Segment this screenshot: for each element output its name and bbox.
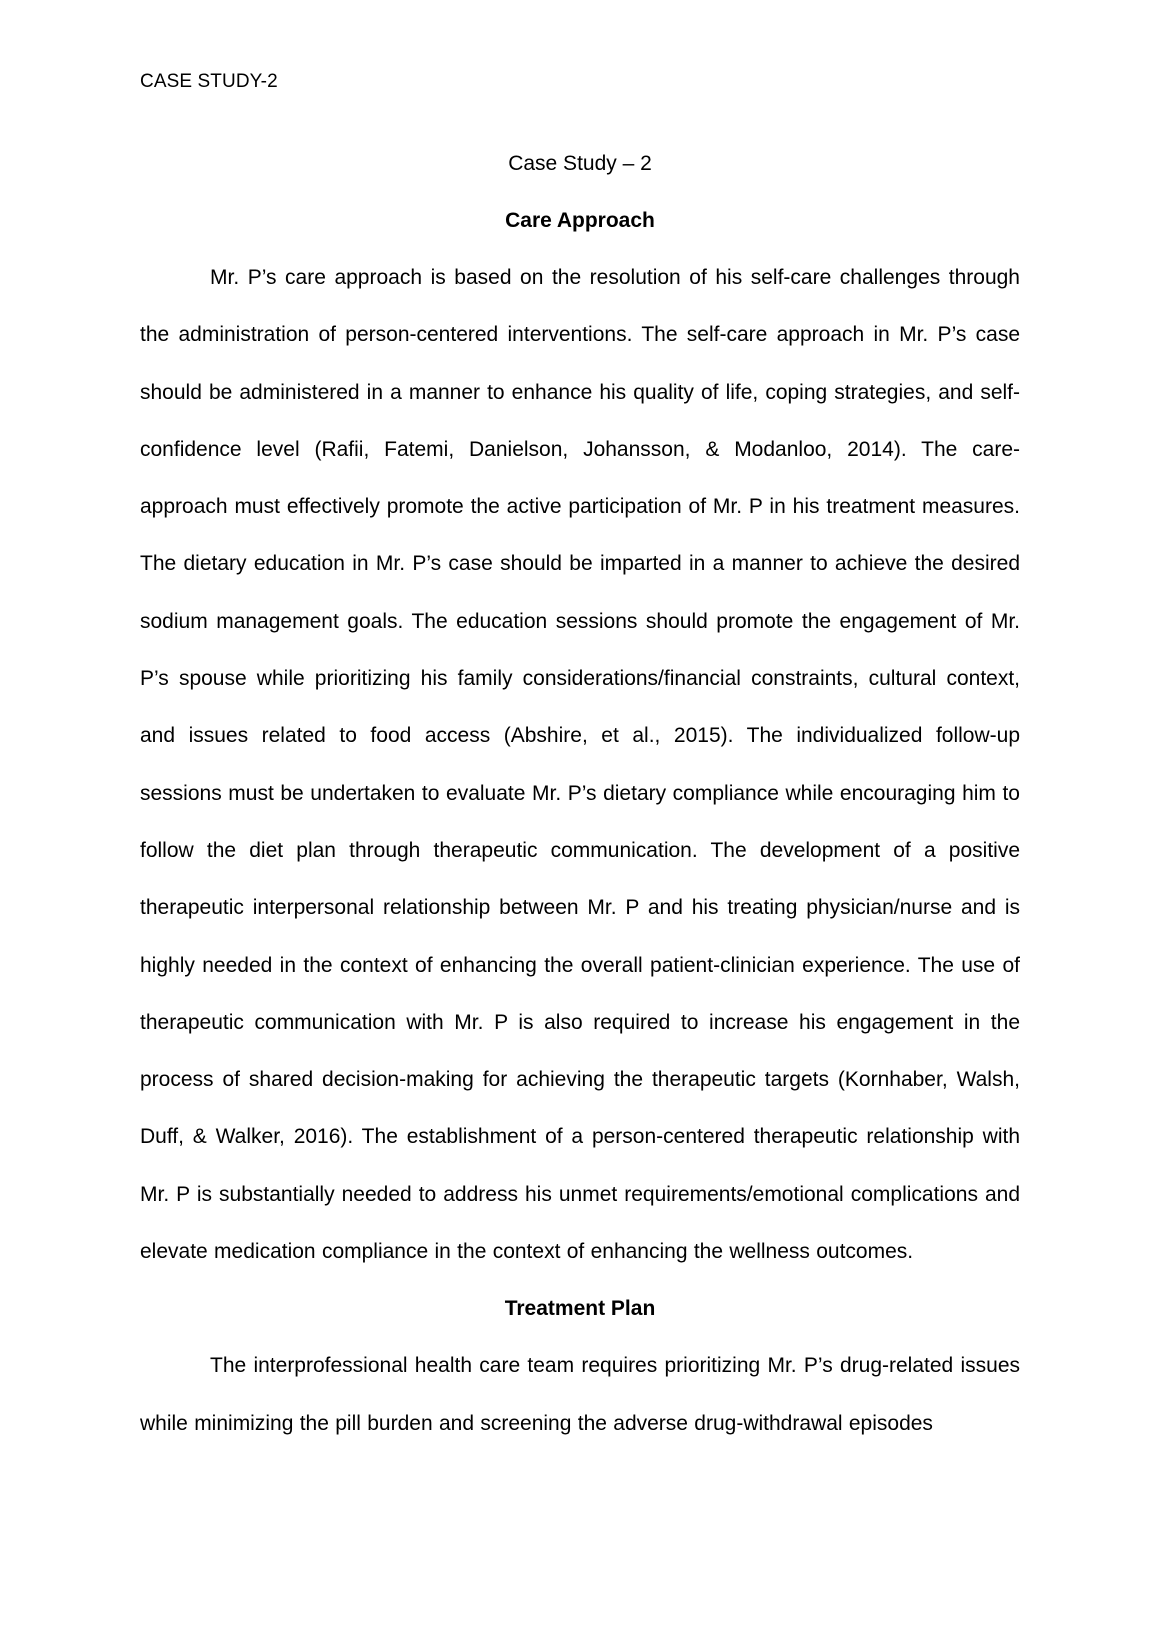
- document-body: [140, 135, 1020, 1452]
- document-title: Case Study – 2: [508, 152, 652, 175]
- section-heading-care-approach: Care Approach: [505, 209, 655, 232]
- treatment-plan-paragraph: The interprofessional health care team requires prioritizing Mr. P’s drug-related issues while minimizing the pill burden and screening the adverse drug-withdrawal episodes: [140, 1354, 1020, 1435]
- section-heading-treatment-plan: Treatment Plan: [504, 1297, 656, 1321]
- care-approach-paragraph: Mr. P’s care approach is based on the resolution of his self-care challenges through the administration of person-centered interventions. The self-care approach in Mr. P’s case should be administered in a manner to enhance his quality of life, coping strategies, and self-confidence level (Rafii, Fatemi, Danielson, Johansson, & Modanloo, 2014). The care-approach must effectively promote the active participation of Mr. P in his treatment measures. The dietary education in Mr. P’s case should be imparted in a manner to achieve the desired sodium management goals. The education sessions should promote the engagement of Mr. P’s spouse while prioritizing his family considerations/financial constraints, cultural context, and issues related to food access (Abshire, et al., 2015). The individualized follow-up sessions must be undertaken to evaluate Mr. P’s dietary compliance while encouraging him to follow the diet plan through therapeutic communication. The development of a positive therapeutic interpersonal relationship between Mr. P and his treating physician/nurse and is highly needed in the context of enhancing the overall patient-clinician experience. The use of therapeutic communication with Mr. P is also required to increase his engagement in the process of shared decision-making for achieving the therapeutic targets (Kornhaber, Walsh, Duff, & Walker, 2016). The establishment of a person-centered therapeutic relationship with Mr. P is substantially needed to address his unmet requirements/emotional complications and elevate medication compliance in the context of enhancing the wellness outcomes.: [140, 266, 1020, 1264]
- running-head: CASE STUDY-2: [140, 71, 278, 92]
